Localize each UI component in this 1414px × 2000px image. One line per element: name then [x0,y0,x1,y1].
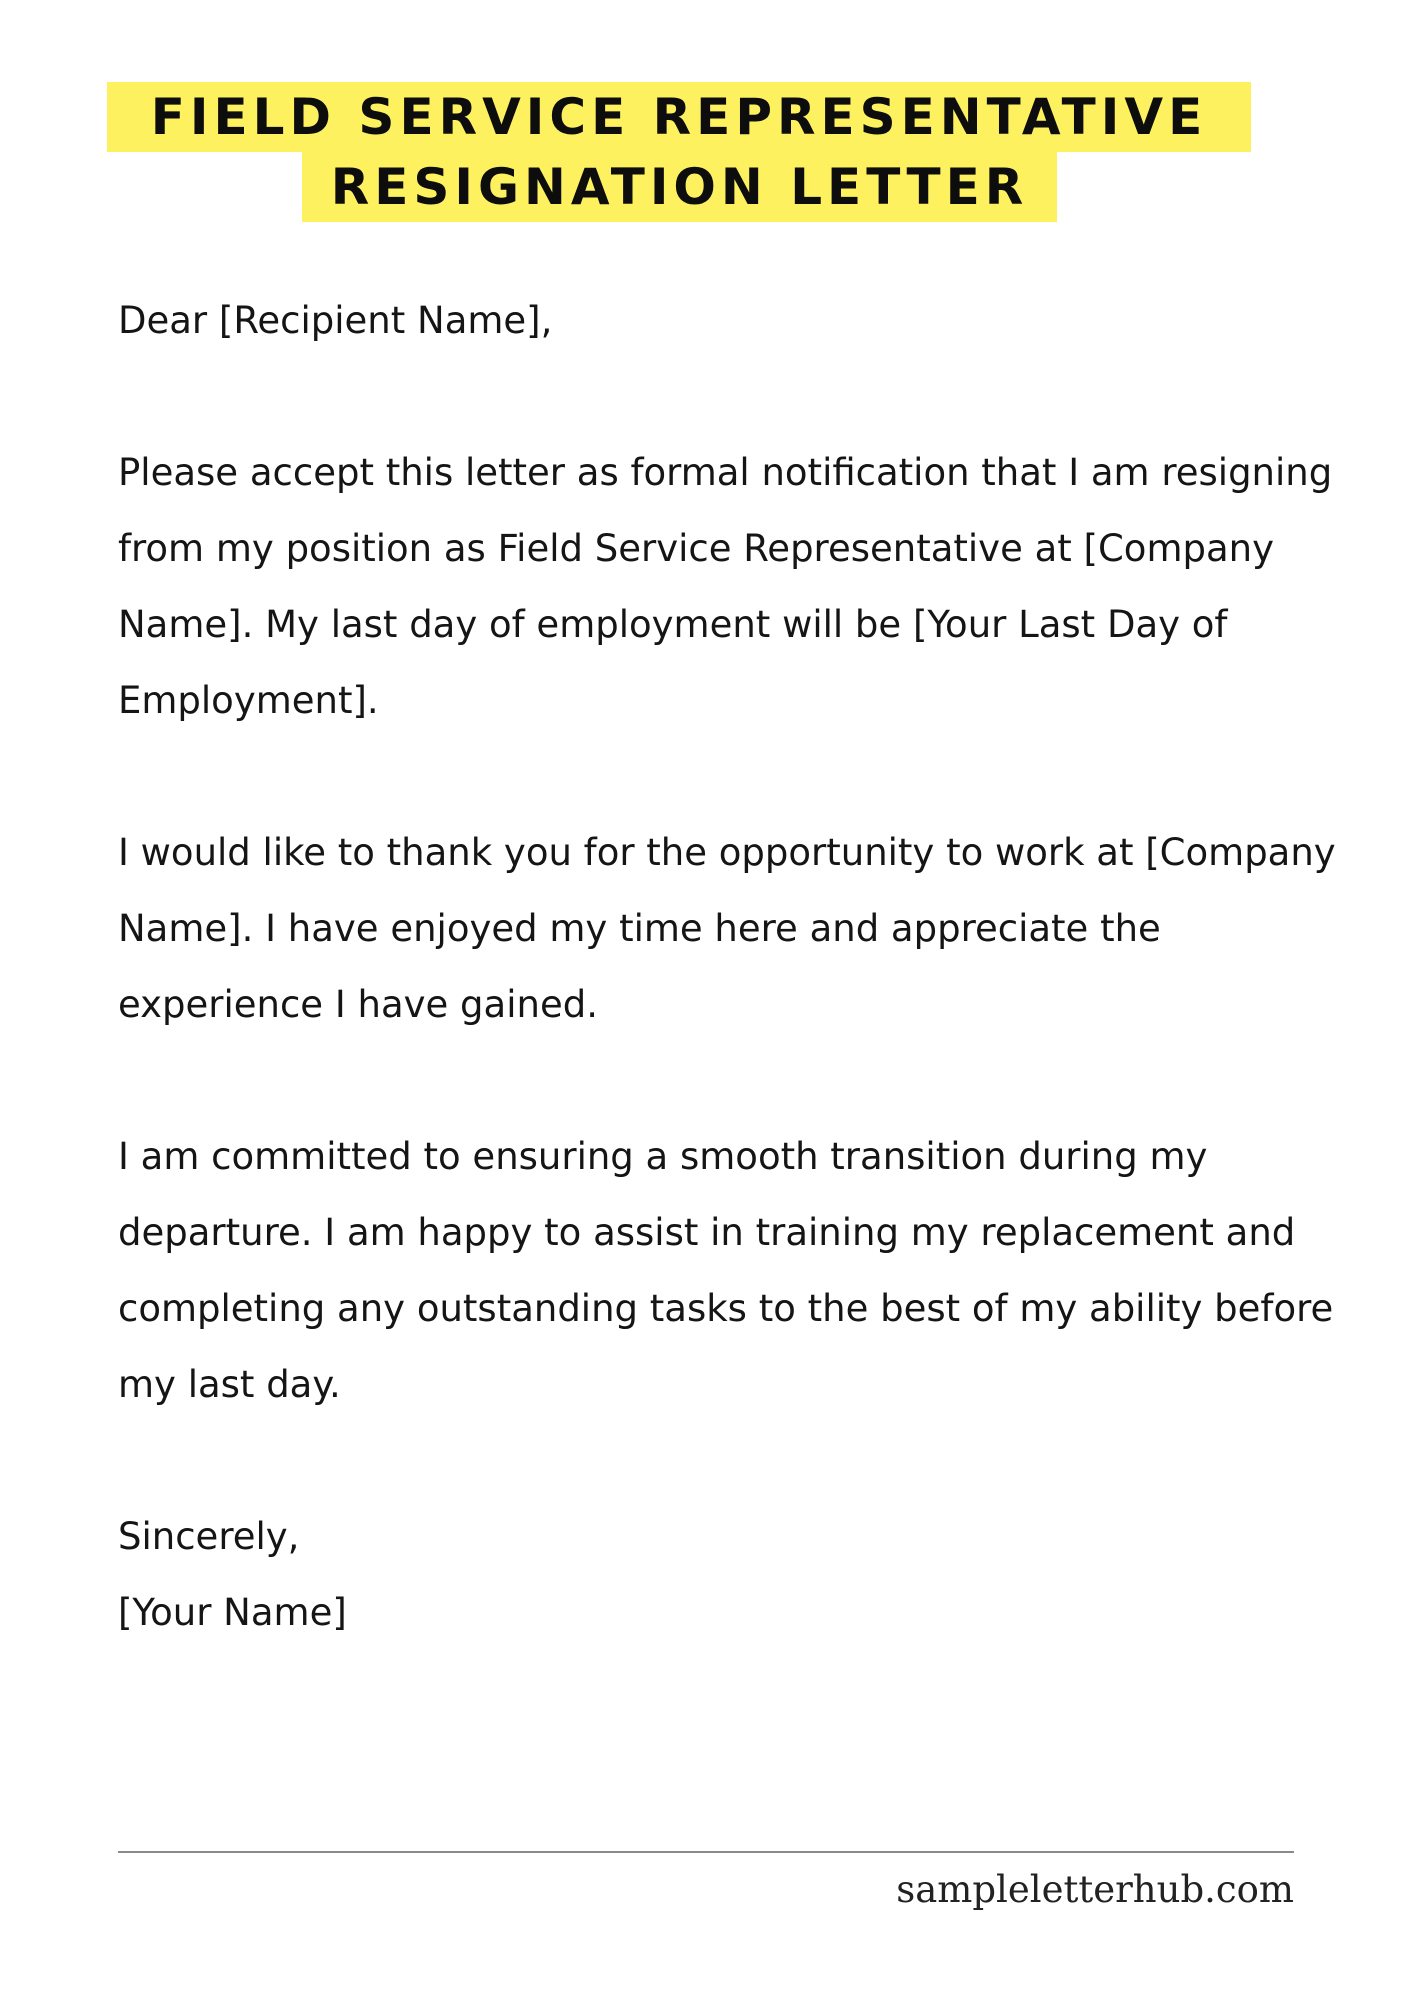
footer-website: sampleletterhub.com [896,1868,1294,1911]
paragraph-transition: I am committed to ensuring a smooth transition during my departure. I am happy to assist in training my replacement and completing any outstanding tasks to the best of my ability before my last day. [118,1135,1334,1406]
signature: [Your Name] [118,1591,347,1634]
footer-divider [118,1851,1294,1853]
paragraph-thanks: I would like to thank you for the opportunity to work at [Company Name]. I have enjoyed my time here and appreciate the experience I have gained. [118,831,1336,1026]
salutation: Dear [Recipient Name], [118,299,553,342]
title-line-2: RESIGNATION LETTER [302,152,1057,222]
paragraph-notification: Please accept this letter as formal notification that I am resigning from my position as Field Service Representative at [Company Name]. My last day of employment will be [Your Last Day of Employment]. [118,451,1333,722]
closing: Sincerely, [118,1515,300,1558]
title-line-1: FIELD SERVICE REPRESENTATIVE [107,82,1251,152]
letter-body [118,283,1348,1651]
